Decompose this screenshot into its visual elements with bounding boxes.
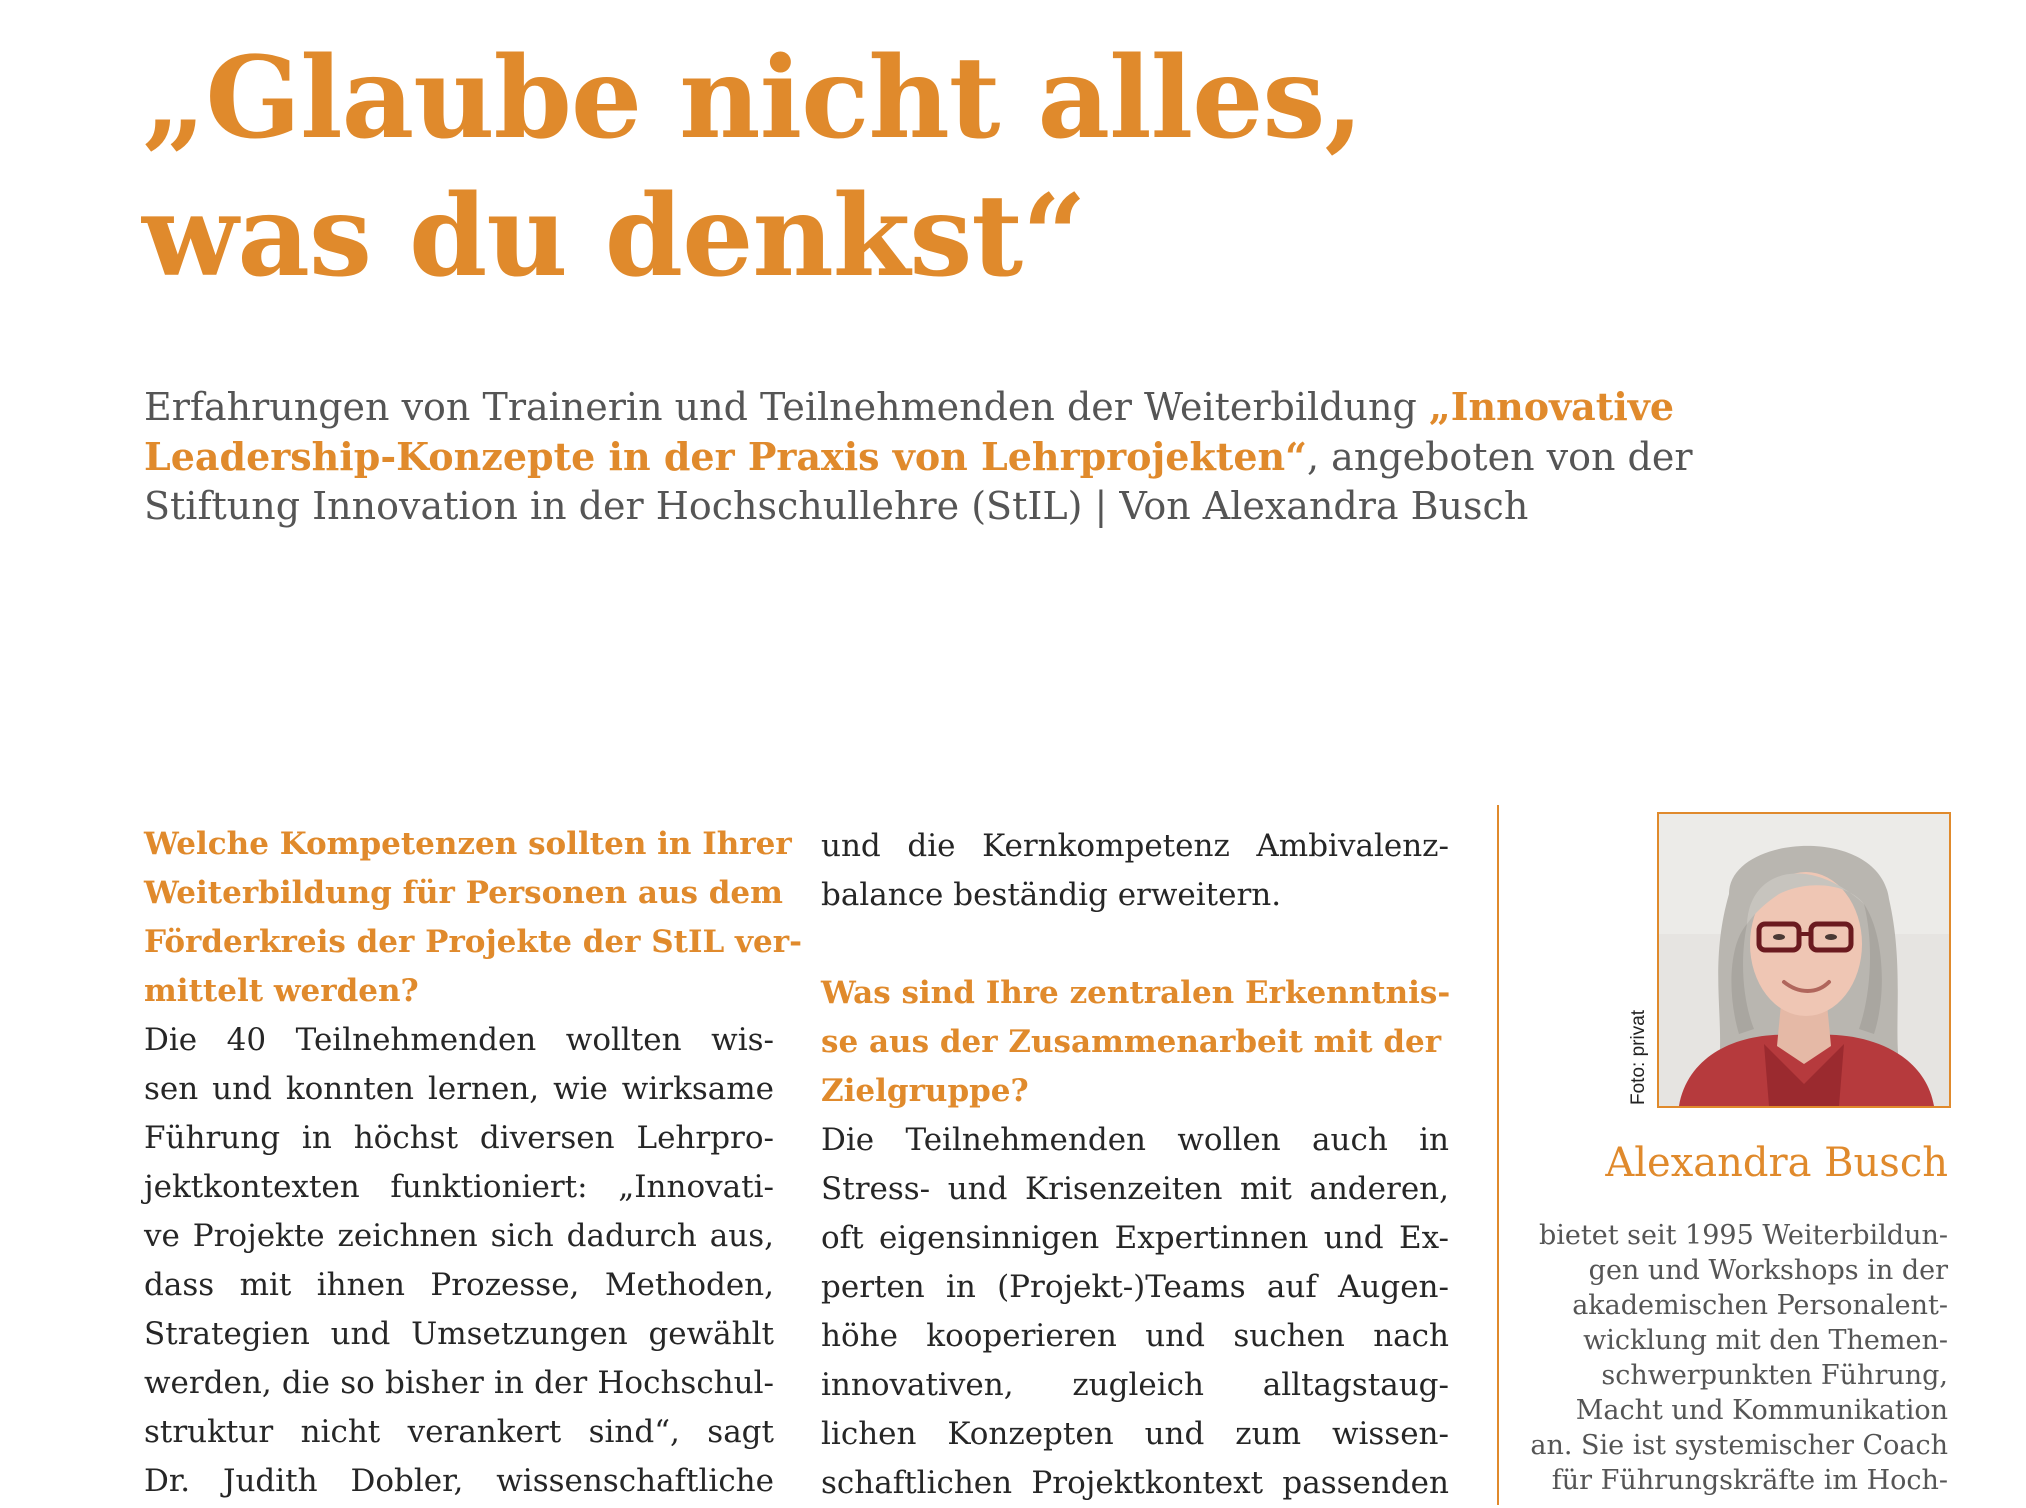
answer-1-line: struktur nicht verankert sind“, sagt bbox=[144, 1414, 774, 1450]
answer-1-line: dass mit ihnen Prozesse, Methoden, bbox=[144, 1267, 774, 1303]
answer-1 bbox=[144, 1016, 774, 1506]
author-bio bbox=[1528, 1218, 1948, 1498]
answer-1-line: Führung in höchst diversen Lehrpro- bbox=[144, 1120, 774, 1156]
text-column-2 bbox=[821, 822, 1449, 1508]
bio-line: gen und Workshops in der bbox=[1588, 1255, 1948, 1286]
question-2 bbox=[821, 969, 1449, 1116]
question-2-line: Zielgruppe? bbox=[821, 1073, 1029, 1109]
bio-line: Macht und Kommunikation bbox=[1575, 1395, 1948, 1426]
continued-text bbox=[821, 822, 1449, 920]
author-photo bbox=[1657, 812, 1951, 1108]
subtitle-text-1: Erfahrungen von Trainerin und Teilnehmenden der Weiterbildung bbox=[144, 385, 1429, 429]
answer-1-line: Strategien und Umsetzungen gewählt bbox=[144, 1316, 774, 1352]
answer-2-line: lichen Konzepten und zum wissen- bbox=[821, 1416, 1449, 1452]
answer-1-line: Die 40 Teilnehmenden wollten wis- bbox=[144, 1022, 774, 1058]
portrait-image bbox=[1659, 814, 1949, 1106]
answer-2-line: perten in (Projekt-)Teams auf Augen- bbox=[821, 1269, 1449, 1305]
question-1-line: mittelt werden? bbox=[144, 973, 419, 1009]
title-line-1: „Glaube nicht alles, bbox=[142, 33, 1363, 164]
question-1-line: Förderkreis der Projekte der StIL ver- bbox=[144, 924, 802, 960]
answer-1-line: Dr. Judith Dobler, wissenschaftliche bbox=[144, 1463, 774, 1499]
question-1-line: Welche Kompetenzen sollten in Ihrer bbox=[144, 826, 792, 862]
continued-line: balance beständig erweitern. bbox=[821, 877, 1282, 913]
question-2-line: Was sind Ihre zentralen Erkenntnis- bbox=[821, 975, 1451, 1011]
continued-line: und die Kernkompetenz Ambivalenz- bbox=[821, 828, 1449, 864]
author-name: Alexandra Busch bbox=[1605, 1140, 1948, 1186]
article-subtitle bbox=[144, 382, 1784, 531]
answer-1-line: sen und konnten lernen, wie wirksame bbox=[144, 1071, 774, 1107]
answer-2 bbox=[821, 1116, 1449, 1508]
photo-credit: Foto: privat bbox=[1628, 1009, 1649, 1105]
bio-line: schwerpunkten Führung, bbox=[1601, 1360, 1948, 1391]
subtitle-highlight: „Innovative Leadership-Konzepte in der Praxis von Lehrprojekten“ bbox=[144, 384, 1675, 479]
answer-2-line: innovativen, zugleich alltagstaug- bbox=[821, 1367, 1449, 1403]
bio-line: an. Sie ist systemischer Coach bbox=[1530, 1430, 1948, 1461]
bio-line: für Führungskräfte im Hoch- bbox=[1551, 1465, 1948, 1496]
title-line-2: was du denkst“ bbox=[142, 171, 1086, 302]
question-1 bbox=[144, 820, 802, 1016]
answer-2-line: Stress- und Krisenzeiten mit anderen, bbox=[821, 1171, 1449, 1207]
paragraph-gap bbox=[821, 920, 1449, 969]
answer-1-line: werden, die so bisher in der Hochschul- bbox=[144, 1365, 774, 1401]
question-1-line: Weiterbildung für Personen aus dem bbox=[144, 875, 783, 911]
answer-2-line: oft eigensinnigen Expertinnen und Ex- bbox=[821, 1220, 1449, 1256]
answer-2-line: schaftlichen Projektkontext passenden bbox=[821, 1465, 1449, 1501]
bio-line: akademischen Personalent- bbox=[1572, 1290, 1948, 1321]
article-title bbox=[142, 30, 1362, 306]
answer-1-line: jektkontexten funktioniert: „Innovati- bbox=[144, 1169, 774, 1205]
bio-line: bietet seit 1995 Weiterbildun- bbox=[1539, 1220, 1948, 1251]
answer-2-line: höhe kooperieren und suchen nach bbox=[821, 1318, 1449, 1354]
subtitle-text-2: , angeboten von der Stiftung Innovation in der Hochschullehre (StIL) | Von Alexandra Busch bbox=[144, 435, 1693, 528]
text-column-1 bbox=[144, 820, 802, 1506]
question-2-line: se aus der Zusammenarbeit mit der bbox=[821, 1024, 1442, 1060]
answer-1-line: ve Projekte zeichnen sich dadurch aus, bbox=[144, 1218, 774, 1254]
answer-2-line: Die Teilnehmenden wollen auch in bbox=[821, 1122, 1449, 1158]
bio-line: wicklung mit den Themen- bbox=[1583, 1325, 1948, 1356]
column-divider bbox=[1497, 805, 1499, 1505]
